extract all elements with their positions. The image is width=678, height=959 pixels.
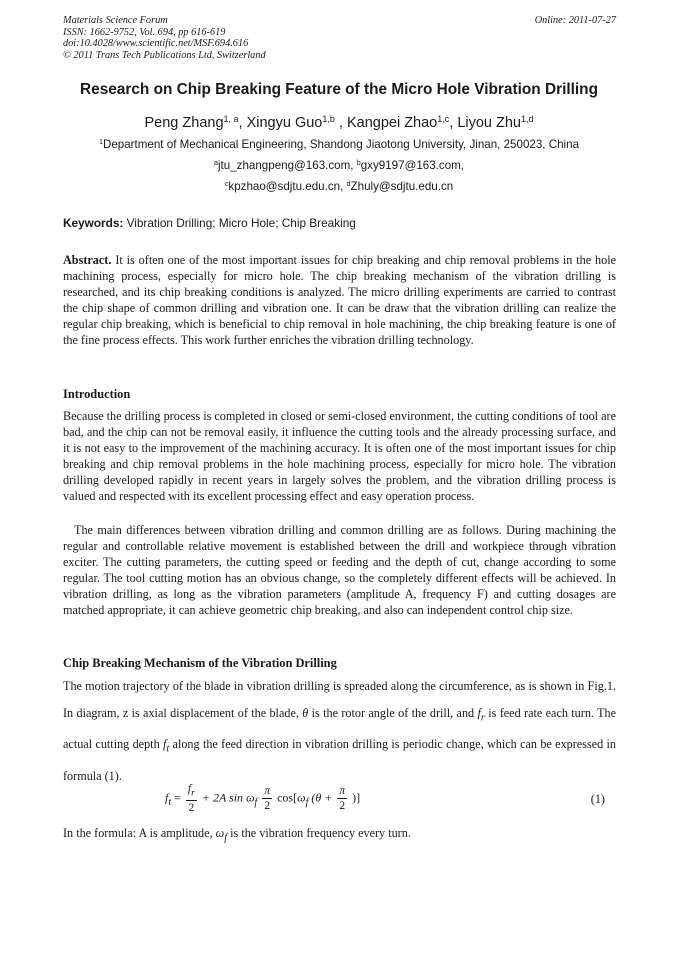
symbol-base: f [163,737,167,752]
author-name: Liyou Zhu [457,115,521,131]
journal-header [63,15,616,61]
email-sup: d [346,179,351,189]
author-sup: 1,c [437,114,450,125]
fraction-denominator: 2 [339,800,346,813]
abstract-text: It is often one of the most important issues for chip breaking and chip removal problems in the hole machining process, especially for micro hole. The chip breaking mechanism of the vibration drilling is researched, and its chip breaking conditions is analyzed. The micro drilling experiments are carried to contrast the chip shape of common drilling and vibration one. It can be draw that the vibration drilling can realize the regular chip breaking, which is beneficial to chip removal in hole machining, the chip breaking feature is one of the fine process effects. This work further enriches the vibration drilling technology. [63,253,617,348]
keywords-text: Vibration Drilling; Micro Hole; Chip Breaking [126,216,356,230]
journal-name: Materials Science Forum [63,15,168,26]
fraction-denominator: 2 [188,802,195,815]
fraction-fr-over-2 [186,782,197,815]
introduction-paragraph-1: Because the drilling process is completed in closed or semi-closed environment, the cutting conditions of tool are bad, and the chip can not be removal easily, it influence the cutting tools and the already processing surface, and it is not easy to the improvement of the machining accuracy. It is often one of the most important issues for chip breaking and chip removal problems in the hole machining process, especially for micro hole. The vibration drilling developed rapidly in recent years in largely solves the problem, and the vibration drilling process is valued and respected with its excellent processing effect and easy operation process. [63,409,616,504]
omega-subscript: f [254,796,258,808]
copyright-line: © 2011 Trans Tech Publications Ltd, Switzerland [63,49,266,61]
email-sup: b [356,158,361,168]
omega-symbol: ω [246,790,255,805]
formula-close: )] [352,790,361,805]
introduction-heading: Introduction [63,387,131,401]
fraction-numerator-base: f [187,783,192,795]
feed-rate-symbol [477,706,485,724]
symbol-base: f [477,706,481,720]
mechanism-text: along the feed direction in vibration drilling is periodic change, which can be expressed in formula (1). [63,737,617,783]
affiliation [40,138,638,151]
fraction-numerator: π [264,785,271,798]
email-sup: c [224,179,229,189]
affiliation-sup: 1 [98,137,103,147]
author-sup: 1,b [322,114,335,125]
author-name: Xingyu Guo [246,115,323,131]
symbol-subscript: t [166,743,170,755]
paper-title: Research on Chip Breaking Feature of the Micro Hole Vibration Drilling [80,81,598,98]
formula-number: (1) [590,792,605,806]
keywords [63,216,356,230]
fraction-numerator [186,782,197,801]
explanation-text: is the vibration frequency every turn. [230,826,411,840]
introduction-paragraph-2: The main differences between vibration drilling and common drilling are as follows. During machining the regular and controllable relative movement is established between the drill and workpiece through vibration exciter. The cutting parameters, the cutting speed or feeding and the depth of cut, change according to some regular. The tool cutting motion has an obvious change, so the completely different effects will be achieved. In vibration drilling, as long as the vibration parameters (amplitude A, frequency F) and cutting dosages are matched appropriate, it can achieve geometric chip breaking, and also can independent control chip size. [63,523,616,618]
theta-symbol: θ [302,706,309,720]
omega-subscript: f [305,796,309,808]
email-address: kpzhao@sdjtu.edu.cn, [228,180,344,193]
author-sup: 1, a [223,114,239,125]
formula-theta-term: (θ + [311,790,333,805]
fraction-numerator-sub: r [191,787,195,799]
formula-explanation [63,826,411,843]
fraction-pi-over-2 [262,784,272,813]
mechanism-heading: Chip Breaking Mechanism of the Vibration Drilling [63,656,337,670]
omega-symbol [215,826,228,844]
formula-equals: = [174,790,181,805]
email-address: Zhuly@sdjtu.edu.cn [350,180,454,193]
online-date: Online: 2011-07-27 [534,15,616,26]
formula-cos: cos[ [277,790,298,805]
mechanism-text: The motion trajectory of the blade in vibration drilling is spreaded along the circumference, as is shown in Fig.1. In diagram, z is axial displacement of the blade, [63,679,616,720]
author-list: Peng Zhang$^{1, a}$, Xingyu Guo$^{1,b}$ , Kangpei Zhao$^{1,c}$, Liyou Zhu$^{1,d}$ [144,114,534,131]
explanation-text: In the formula: A is amplitude, [63,826,213,840]
affiliation-text: Department of Mechanical Engineering, Shandong Jiaotong University, Jinan, 250023, China [102,138,580,151]
email-address: jtu_zhangpeng@163.com, [217,159,354,172]
mechanism-text: is feed rate each turn. The actual cutting depth [63,706,617,752]
issn-line: ISSN: 1662-9752, Vol. 694, pp 616-619 [63,26,226,38]
keywords-label: Keywords: [63,216,124,230]
abstract [63,252,616,349]
mechanism-text: is the rotor angle of the drill, and [311,706,475,720]
author-name: Kangpei Zhao [346,115,438,131]
email-line-2 [40,180,638,193]
fraction-pi-over-2 [337,784,347,813]
doi-line: doi:10.4028/www.scientific.net/MSF.694.616 [63,38,249,49]
formula-lhs-sub: t [168,796,172,808]
author-sup: 1,d [521,114,534,125]
fraction-denominator: 2 [264,800,271,813]
fraction-numerator: π [339,785,346,798]
email-sup: a [213,158,218,168]
email-address: gxy9197@163.com, [360,159,465,172]
formula-lhs: f [165,790,169,805]
symbol-subscript: r [480,712,485,724]
formula-amplitude-term: + 2A sin [201,790,244,805]
cutting-depth-symbol [163,737,170,755]
omega-base: ω [215,826,225,840]
abstract-label: Abstract. [63,253,112,267]
mechanism-paragraph [63,673,616,790]
omega-subscript: f [224,832,228,844]
formula-1 [165,782,360,822]
author-name: Peng Zhang [144,115,224,131]
omega-symbol: ω [297,790,306,805]
email-line-1 [40,159,638,172]
